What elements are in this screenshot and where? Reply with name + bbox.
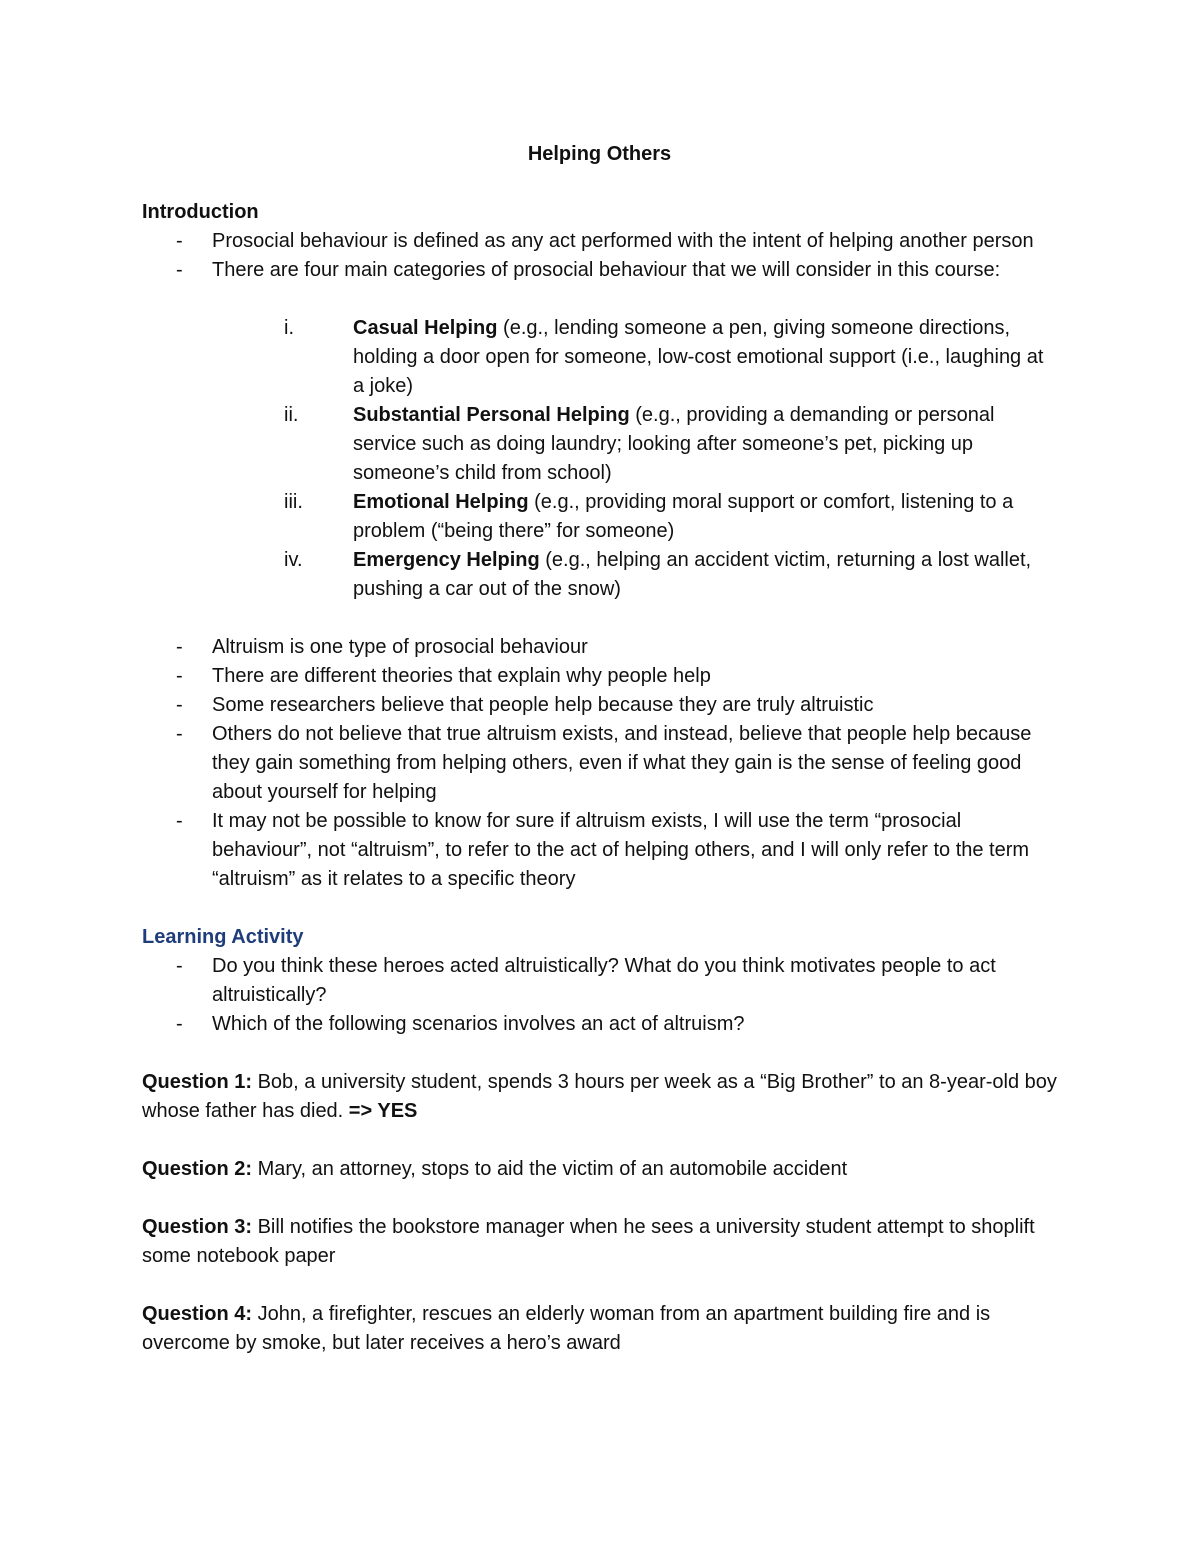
document-page [142, 140, 1057, 1358]
list-item-text: Do you think these heroes acted altruistically? What do you think motivates people to act altruistically? [212, 955, 996, 1006]
list-item-text: It may not be possible to know for sure if altruism exists, I will use the term “prosocial behaviour”, not “altruism”, to refer to the act of helping others, and I will only refer to the term “altruism” as it relates to a specific theory [212, 810, 1030, 890]
spacer [142, 1271, 1057, 1300]
question-text: John, a firefighter, rescues an elderly woman from an apartment building fire and is overcome by smoke, but later receives a hero’s award [142, 1303, 991, 1354]
list-item-text: Altruism is one type of prosocial behaviour [212, 636, 588, 658]
category-term: Substantial Personal Helping [353, 404, 630, 426]
list-item [142, 662, 1057, 691]
list-item [142, 720, 1057, 807]
question-text: Bill notifies the bookstore manager when he sees a university student attempt to shoplift some notebook paper [142, 1216, 1035, 1267]
question-label: Question 1: [142, 1071, 253, 1093]
dash-bullet: - [176, 1013, 183, 1035]
dash-bullet: - [176, 665, 183, 687]
list-item [142, 952, 1057, 1010]
categories-list [142, 314, 1057, 604]
question-label: Question 4: [142, 1303, 253, 1325]
category-desc: (e.g., providing a demanding or personal service such as doing laundry; looking after someone’s pet, picking up someone’s child from school) [353, 404, 995, 484]
question-label: Question 2: [142, 1158, 253, 1180]
question-4 [142, 1300, 1057, 1358]
dash-bullet: - [176, 636, 183, 658]
category-term: Emergency Helping [353, 549, 540, 571]
list-item-text: Which of the following scenarios involves an act of altruism? [212, 1013, 745, 1035]
dash-bullet: - [176, 694, 183, 716]
question-1 [142, 1068, 1057, 1126]
category-desc: (e.g., lending someone a pen, giving someone directions, holding a door open for someone, low-cost emotional support (i.e., laughing at a joke) [353, 317, 1044, 397]
category-term: Casual Helping [353, 317, 498, 339]
question-text: Bob, a university student, spends 3 hours per week as a “Big Brother” to an 8-year-old boy whose father has died. [142, 1071, 1057, 1122]
dash-bullet: - [176, 723, 183, 745]
learning-activity-heading: Learning Activity [142, 926, 304, 948]
introduction-heading: Introduction [142, 201, 259, 223]
question-2 [142, 1155, 1057, 1184]
category-number: i. [284, 317, 294, 339]
dash-bullet: - [176, 230, 183, 252]
page-title: Helping Others [527, 143, 672, 165]
list-item-text: There are different theories that explain why people help [212, 665, 711, 687]
dash-bullet: - [176, 259, 183, 281]
category-number: iv. [284, 549, 303, 571]
introduction-list-a [142, 227, 1057, 285]
category-item [142, 488, 1057, 546]
question-answer: => YES [348, 1100, 418, 1122]
category-number: ii. [284, 404, 299, 426]
list-item-text: Prosocial behaviour is defined as any act performed with the intent of helping another person [212, 230, 1034, 252]
list-item [142, 227, 1057, 256]
category-number: iii. [284, 491, 303, 513]
category-item [142, 546, 1057, 604]
question-label: Question 3: [142, 1216, 253, 1238]
question-3 [142, 1213, 1057, 1271]
spacer [142, 1184, 1057, 1213]
list-item-text: Some researchers believe that people help because they are truly altruistic [212, 694, 874, 716]
category-item [142, 314, 1057, 401]
list-item [142, 633, 1057, 662]
list-item [142, 1010, 1057, 1039]
category-desc: (e.g., providing moral support or comfort, listening to a problem (“being there” for someone) [353, 491, 1014, 542]
list-item-text: Others do not believe that true altruism exists, and instead, believe that people help because they gain something from helping others, even if what they gain is the sense of feeling good about yourself for helping [212, 723, 1032, 803]
dash-bullet: - [176, 810, 183, 832]
list-item-text: There are four main categories of prosocial behaviour that we will consider in this course: [212, 259, 1001, 281]
category-item [142, 401, 1057, 488]
list-item [142, 256, 1057, 285]
list-item [142, 691, 1057, 720]
spacer [142, 1039, 1057, 1068]
category-desc: (e.g., helping an accident victim, returning a lost wallet, pushing a car out of the snow) [353, 549, 1032, 600]
list-item [142, 807, 1057, 894]
question-text: Mary, an attorney, stops to aid the victim of an automobile accident [252, 1158, 848, 1180]
spacer [142, 1126, 1057, 1155]
learning-activity-list [142, 952, 1057, 1039]
spacer [142, 894, 1057, 923]
introduction-list-b [142, 633, 1057, 894]
dash-bullet: - [176, 955, 183, 977]
category-term: Emotional Helping [353, 491, 529, 513]
